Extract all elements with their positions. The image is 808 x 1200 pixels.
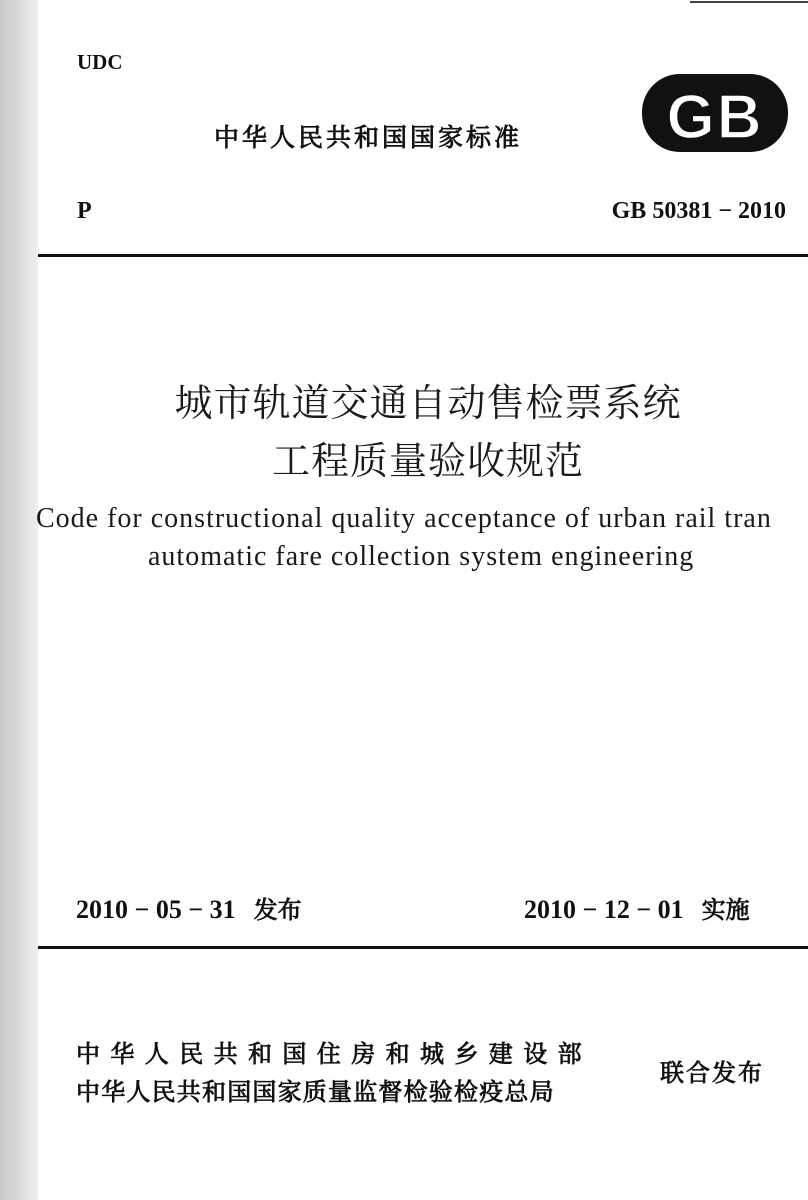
title-cn-line2: 工程质量验收规范	[271, 439, 584, 483]
category-code: P	[77, 198, 92, 224]
issuer-line1: 中华人民共和国住房和城乡建设部	[76, 1040, 592, 1068]
implement-date-block	[524, 890, 750, 925]
title-en-line2: automatic fare collection system engineering	[148, 541, 695, 572]
issue-label: 发布	[253, 896, 302, 924]
issue-date: 2010 − 05 − 31	[76, 895, 236, 924]
national-standard-title: 中华人民共和国国家标准	[214, 123, 523, 152]
implement-date: 2010 − 12 − 01	[524, 895, 684, 924]
top-divider	[38, 254, 808, 257]
binding-spine	[0, 0, 38, 1200]
issue-date-block	[76, 890, 302, 925]
top-edge-line	[690, 1, 808, 3]
issuer-line2: 中华人民共和国国家质量监督检验检疫总局	[76, 1078, 555, 1106]
joint-issue-label: 联合发布	[660, 1059, 764, 1087]
bottom-divider	[38, 946, 808, 949]
title-cn-line1: 城市轨道交通自动售检票系统	[174, 381, 682, 425]
title-en-line1: Code for constructional quality acceptance of urban rail tran	[36, 503, 772, 534]
udc-label: UDC	[77, 50, 123, 74]
standard-number: GB 50381 − 2010	[611, 198, 786, 224]
gb-logo-text: GB	[666, 83, 764, 152]
implement-label: 实施	[701, 896, 750, 924]
gb-logo-icon	[640, 72, 790, 154]
